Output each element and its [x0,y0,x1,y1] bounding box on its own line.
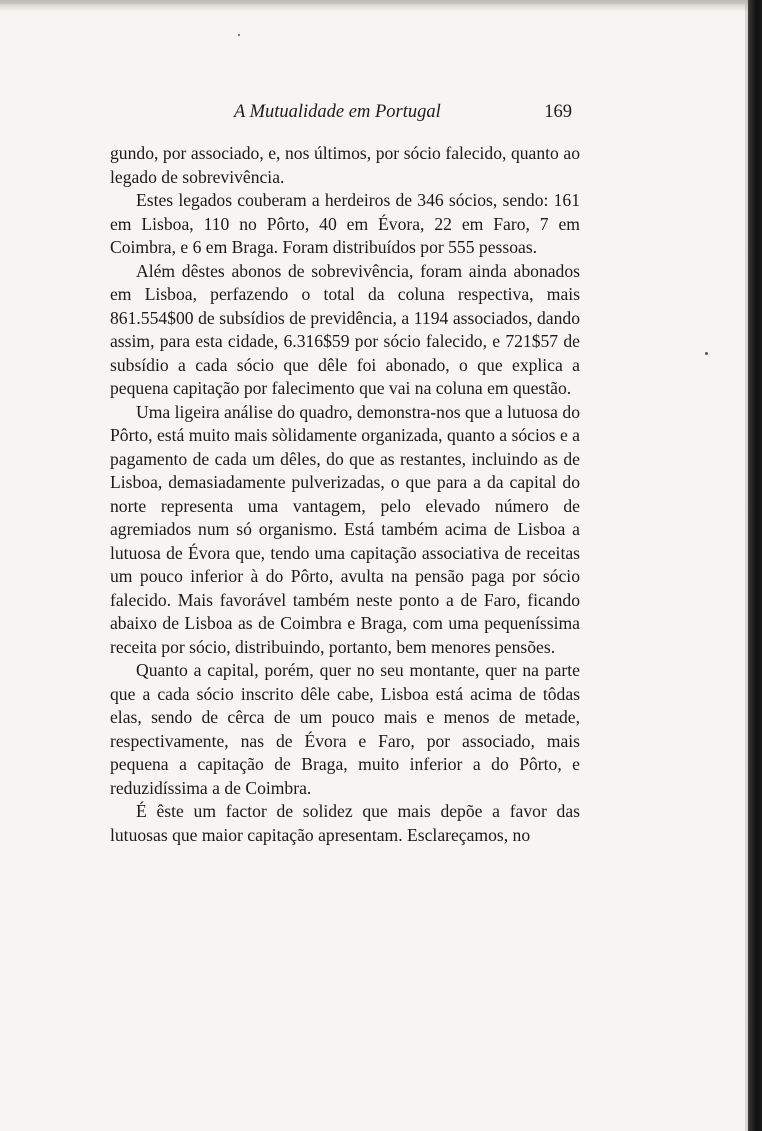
paragraph-survival-benefits: Além dêstes abonos de sobrevivência, foram ainda abonados em Lisboa, perfazendo o total da coluna respectiva, mais 861.554$00 de subsídios de previdência, a 1194 associados, dando assim, para esta cidade, 6.316$59 por sócio falecido, e 721$57 de subsídio a cada sócio que dêle foi abonado, o que explica a pequena capitação por falecimento que vai na coluna em questão. [110,260,580,398]
paragraph-solidity: É êste um factor de solidez que mais depõe a favor das lutuosas que maior capitação apresentam. Esclareçamos, no [110,801,580,845]
paragraph-table-analysis: Uma ligeira análise do quadro, demonstra-nos que a lutuosa do Pôrto, está muito mais sòlidamente organizada, quanto a sócios e a pagamento de cada um dêles, do que as restantes, incluindo as de Lisboa, demasiadamente pulverizadas, o que para a da capital do norte representa uma vantagem, pelo elevado número de agremiados num só organismo. Está também acima de Lisboa a lutuosa de Évora que, tendo uma capitação associativa de receitas um pouco inferior à do Pôrto, avulta na pensão paga por sócio falecido. Mais favorável também neste ponto a de Faro, ficando abaixo de Lisboa as de Coimbra e Braga, com uma pequeníssima receita por sócio, distribuindo, portanto, bem menores pensões. [110,401,580,657]
paragraph-legacies: Estes legados couberam a herdeiros de 346 sócios, sendo: 161 em Lisboa, 110 no Pôrto, 40 em Évora, 22 em Faro, 7 em Coimbra, e 6 em Braga. Foram distribuídos por 555 pessoas. [110,190,580,257]
paragraph-capital: Quanto a capital, porém, quer no seu montante, quer na parte que a cada sócio inscrito dêle cabe, Lisboa está acima de tôdas elas, sendo de cêrca de um pouco mais e menos de metade, respectivamente, nas de Évora e Faro, por associado, mais pequena a capitação de Braga, muito inferior a do Pôrto, e reduzidíssima a de Coimbra. [110,660,580,798]
body-text [110,142,580,847]
paragraph-continuation: gundo, por associado, e, nos últimos, por sócio falecido, quanto ao legado de sobrevivência. [110,143,580,187]
scan-edge [748,0,762,1131]
running-title: A Mutualidade em Portugal [234,102,441,122]
paper-speck [705,352,708,355]
page-number: 169 [544,102,572,122]
paper-speck [238,34,240,36]
page-header [110,100,580,128]
page-top-shadow [0,0,748,12]
